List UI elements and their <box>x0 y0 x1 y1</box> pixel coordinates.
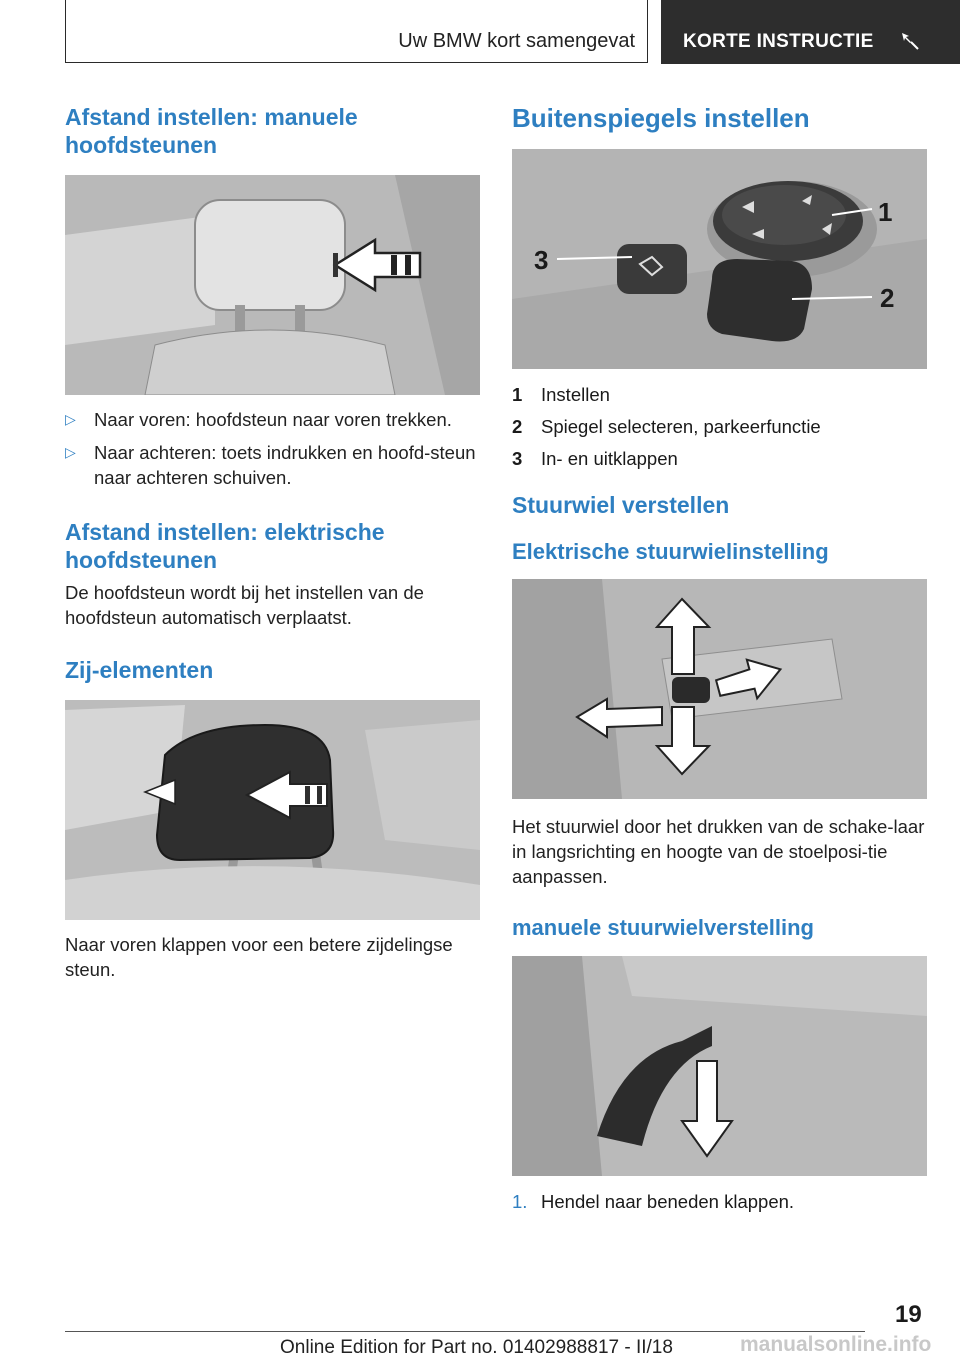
triangle-bullet-icon: ▷ <box>65 444 76 460</box>
legend-item: 3 In- en uitklappen <box>512 448 678 469</box>
manual-steering-steps <box>512 1189 927 1214</box>
side-elements-photo <box>65 700 480 920</box>
heading-exterior-mirrors: Buitenspiegels instellen <box>512 103 810 133</box>
mirror-label-1: 1 <box>878 197 893 227</box>
list-item: ▷ Naar voren: hoofdsteun naar voren trekken. <box>65 409 452 430</box>
star-icon <box>899 30 921 52</box>
step-item: 1. Hendel naar beneden klappen. <box>512 1191 795 1212</box>
mirror-label-2: 2 <box>880 283 895 313</box>
electric-steering-text: Het stuurwiel door het drukken van de schake‐laar in langsrichting en hoogte van de stoelposi‐tie aanpassen. <box>512 816 925 887</box>
heading-steering-wheel: Stuurwiel verstellen <box>512 492 730 518</box>
left-column <box>65 103 480 982</box>
edition-info: Online Edition for Part no. 01402988817 - II/18 <box>280 1337 673 1358</box>
headrest-bullets <box>65 407 480 490</box>
legend-item: 2 Spiegel selecteren, parkeerfunctie <box>512 416 821 437</box>
mirror-legend <box>512 382 927 471</box>
heading-electric-steering: Elektrische stuurwielinstelling <box>512 539 829 564</box>
right-column <box>512 103 927 1214</box>
mirror-label-3: 3 <box>534 245 549 275</box>
chapter-tab-label: KORTE INSTRUCTIE <box>683 31 874 52</box>
mirror-controls-photo <box>512 149 927 369</box>
page-header <box>0 0 960 64</box>
electric-headrests-text: De hoofdsteun wordt bij het instellen van de hoofdsteun automatisch verplaatst. <box>65 582 424 628</box>
footer-divider <box>65 1331 865 1332</box>
electric-steering-photo <box>512 579 927 799</box>
headrest-photo <box>65 175 480 395</box>
heading-side-elements: Zij-elementen <box>65 657 214 683</box>
side-elements-text: Naar voren klappen voor een betere zijdelingse steun. <box>65 934 453 980</box>
watermark: manualsonline.info <box>740 1333 932 1356</box>
section-title: Uw BMW kort samengevat <box>398 30 635 52</box>
heading-manual-headrests: Afstand instellen: manuele hoofdsteunen <box>65 104 358 158</box>
heading-manual-steering: manuele stuurwielverstelling <box>512 915 814 940</box>
chapter-tab <box>661 0 960 64</box>
triangle-bullet-icon: ▷ <box>65 411 76 427</box>
page-number: 19 <box>895 1301 922 1328</box>
heading-electric-headrests: Afstand instellen: elektrische hoofdsteunen <box>65 519 385 573</box>
legend-item: 1 Instellen <box>512 384 610 405</box>
manual-steering-photo <box>512 956 927 1176</box>
list-item: ▷ Naar achteren: toets indrukken en hoofd‐steun naar achteren schuiven. <box>65 442 476 488</box>
